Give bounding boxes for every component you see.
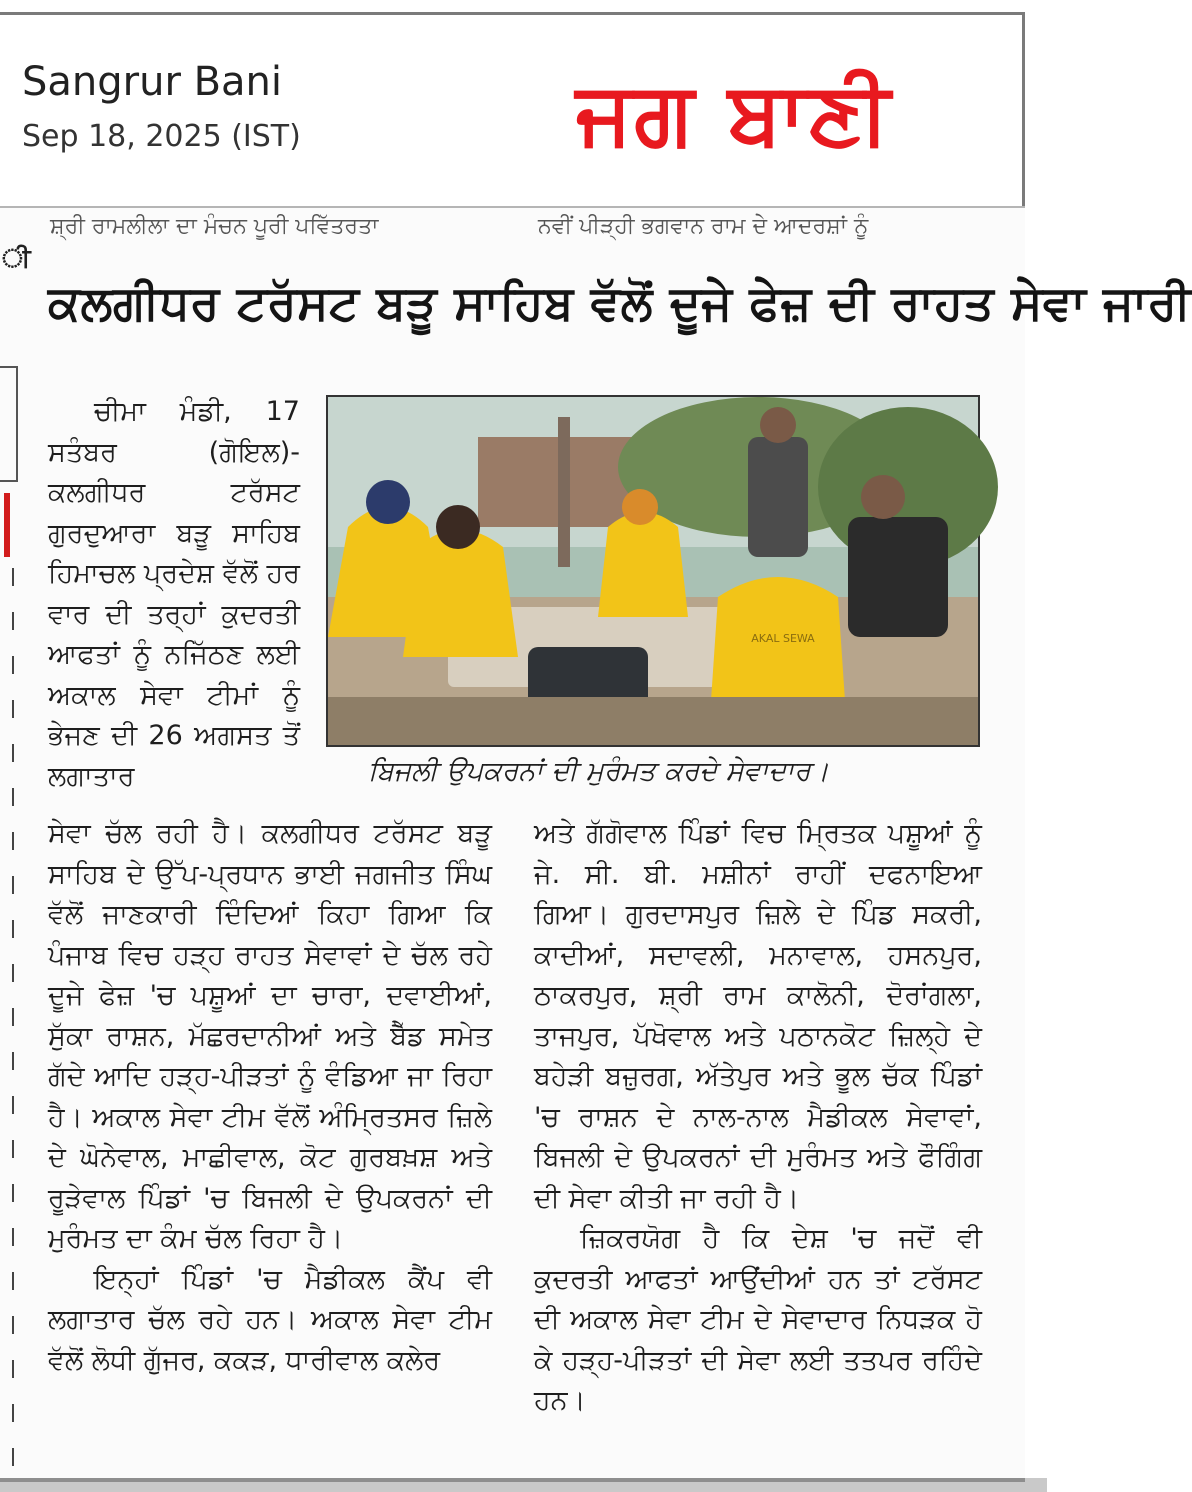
- article-paragraph-1: ਸੇਵਾ ਚੱਲ ਰਹੀ ਹੈ। ਕਲਗੀਧਰ ਟਰੱਸਟ ਬੜੂ ਸਾਹਿਬ ਦੇ ਉੱਪ-ਪ੍ਰਧਾਨ ਭਾਈ ਜਗਜੀਤ ਸਿੰਘ ਵੱਲੋਂ ਜਾਣਕਾਰੀ ਦਿੰਦਿਆਂ ਕਿਹਾ ਗਿਆ ਕਿ ਪੰਜਾਬ ਵਿਚ ਹੜ੍ਹ ਰਾਹਤ ਸੇਵਾਵਾਂ ਦੇ ਚੱਲ ਰਹੇ ਦੂਜੇ ਫੇਜ਼ 'ਚ ਪਸ਼ੂਆਂ ਦਾ ਚਾਰਾ, ਦਵਾਈਆਂ, ਸੁੱਕਾ ਰਾਸ਼ਨ, ਮੱਛਰਦਾਨੀਆਂ ਅਤੇ ਬੈੱਡ ਸਮੇਤ ਗੱਦੇ ਆਦਿ ਹੜ੍ਹ-ਪੀੜਤਾਂ ਨੂੰ ਵੰਡਿਆ ਜਾ ਰਿਹਾ ਹੈ। ਅਕਾਲ ਸੇਵਾ ਟੀਮ ਵੱਲੋਂ ਅੰਮ੍ਰਿਤਸਰ ਜ਼ਿਲੇ ਦੇ ਘੋਨੇਵਾਲ, ਮਾਛੀਵਾਲ, ਕੋਟ ਗੁਰਬਖ਼ਸ਼ ਅਤੇ ਰੂੜੇਵਾਲ ਪਿੰਡਾਂ 'ਚ ਬਿਜਲੀ ਦੇ ਉਪਕਰਨਾਂ ਦੀ ਮੁਰੰਮਤ ਦਾ ਕੰਮ ਚੱਲ ਰਿਹਾ ਹੈ।: [48, 818, 492, 1254]
- publication-date: Sep 18, 2025 (IST): [22, 119, 301, 154]
- article-paragraph-2: ਇਨ੍ਹਾਂ ਪਿੰਡਾਂ 'ਚ ਮੈਡੀਕਲ ਕੈਂਪ ਵੀ ਲਗਾਤਾਰ ਚੱਲ ਰਹੇ ਹਨ। ਅਕਾਲ ਸੇਵਾ ਟੀਮ ਵੱਲੋਂ ਲੋਧੀ ਗੁੱਜਰ, ਕਕੜ, ਧਾਰੀਵਾਲ ਕਲੇਰ: [48, 1263, 492, 1376]
- fragment-red-mark: [4, 493, 10, 557]
- article-column-2: [534, 814, 982, 1422]
- vest-text: AKAL SEWA: [751, 632, 815, 645]
- bottom-border: [0, 1478, 1025, 1482]
- news-photo: [326, 395, 980, 747]
- page-header: [0, 15, 1047, 207]
- fragment-text-edge: [12, 568, 14, 1468]
- cut-text-right: ਨਵੀਂ ਪੀੜ੍ਹੀ ਭਗਵਾਨ ਰਾਮ ਦੇ ਆਦਰਸ਼ਾਂ ਨੂੰ: [538, 214, 869, 239]
- adjacent-column-fragment: [0, 208, 31, 1478]
- article-paragraph-3: ਅਤੇ ਗੱਗੋਵਾਲ ਪਿੰਡਾਂ ਵਿਚ ਮ੍ਰਿਤਕ ਪਸ਼ੂਆਂ ਨੂੰ ਜੇ. ਸੀ. ਬੀ. ਮਸ਼ੀਨਾਂ ਰਾਹੀਂ ਦਫਨਾਇਆ ਗਿਆ। ਗੁਰਦਾਸਪੁਰ ਜ਼ਿਲੇ ਦੇ ਪਿੰਡ ਸਕਰੀ, ਕਾਦੀਆਂ, ਸਦਾਵਲੀ, ਮਨਾਵਾਲ, ਹਸਨਪੁਰ, ਠਾਕਰਪੁਰ, ਸ਼੍ਰੀ ਰਾਮ ਕਾਲੋਨੀ, ਦੋਰਾਂਗਲਾ, ਤਾਜਪੁਰ, ਪੱਖੋਵਾਲ ਅਤੇ ਪਠਾਨਕੋਟ ਜ਼ਿਲ੍ਹੇ ਦੇ ਬਹੇੜੀ ਬਜ਼ੁਰਗ, ਅੱਤੇਪੁਰ ਅਤੇ ਭੂਲ ਚੱਕ ਪਿੰਡਾਂ 'ਚ ਰਾਸ਼ਨ ਦੇ ਨਾਲ-ਨਾਲ ਮੈਡੀਕਲ ਸੇਵਾਵਾਂ, ਬਿਜਲੀ ਦੇ ਉਪਕਰਨਾਂ ਦੀ ਮੁਰੰਮਤ ਅਤੇ ਫੌਗਿੰਗ ਦੀ ਸੇਵਾ ਕੀਤੀ ਜਾ ਰਹੀ ਹੈ।: [534, 818, 982, 1214]
- article-column-1: [48, 814, 492, 1381]
- publication-name: Sangrur Bani: [22, 59, 283, 105]
- photo-caption: ਬਿਜਲੀ ਉਪਕਰਨਾਂ ਦੀ ਮੁਰੰਮਤ ਕਰਦੇ ਸੇਵਾਦਾਰ।: [368, 756, 829, 787]
- article-headline: ਕਲਗੀਧਰ ਟਰੱਸਟ ਬੜੂ ਸਾਹਿਬ ਵੱਲੋਂ ਦੂਜੇ ਫੇਜ਼ ਦੀ ਰਾਹਤ ਸੇਵਾ ਜਾਰੀ: [48, 276, 1192, 331]
- article-intro: ਚੀਮਾ ਮੰਡੀ, 17 ਸਤੰਬਰ (ਗੋਇਲ)- ਕਲਗੀਧਰ ਟਰੱਸਟ ਗੁਰਦੁਆਰਾ ਬੜੂ ਸਾਹਿਬ ਹਿਮਾਚਲ ਪ੍ਰਦੇਸ਼ ਵੱਲੋਂ ਹਰ ਵਾਰ ਦੀ ਤਰ੍ਹਾਂ ਕੁਦਰਤੀ ਆਫਤਾਂ ਨੂੰ ਨਜਿੱਠਣ ਲਈ ਅਕਾਲ ਸੇਵਾ ਟੀਮਾਂ ਨੂੰ ਭੇਜਣ ਦੀ 26 ਅਗਸਤ ਤੋਂ ਲਗਾਤਾਰ: [48, 396, 300, 792]
- newspaper-masthead: ਜਗ ਬਾਣੀ: [576, 64, 893, 164]
- fragment-char: ੀ: [2, 244, 31, 274]
- news-clipping: [0, 208, 1192, 1478]
- article-paragraph-4: ਜ਼ਿਕਰਯੋਗ ਹੈ ਕਿ ਦੇਸ਼ 'ਚ ਜਦੋਂ ਵੀ ਕੁਦਰਤੀ ਆਫਤਾਂ ਆਉਂਦੀਆਂ ਹਨ ਤਾਂ ਟਰੱਸਟ ਦੀ ਅਕਾਲ ਸੇਵਾ ਟੀਮ ਦੇ ਸੇਵਾਦਾਰ ਨਿਧੜਕ ਹੋ ਕੇ ਹੜ੍ਹ-ਪੀੜਤਾਂ ਦੀ ਸੇਵਾ ਲਈ ਤਤਪਰ ਰਹਿੰਦੇ ਹਨ।: [534, 1223, 982, 1416]
- fragment-box: [0, 366, 18, 482]
- cut-text-left: ਸ਼੍ਰੀ ਰਾਮਲੀਲਾ ਦਾ ਮੰਚਨ ਪੂਰੀ ਪਵਿੱਤਰਤਾ: [50, 214, 379, 239]
- photo-illustration: [328, 397, 978, 745]
